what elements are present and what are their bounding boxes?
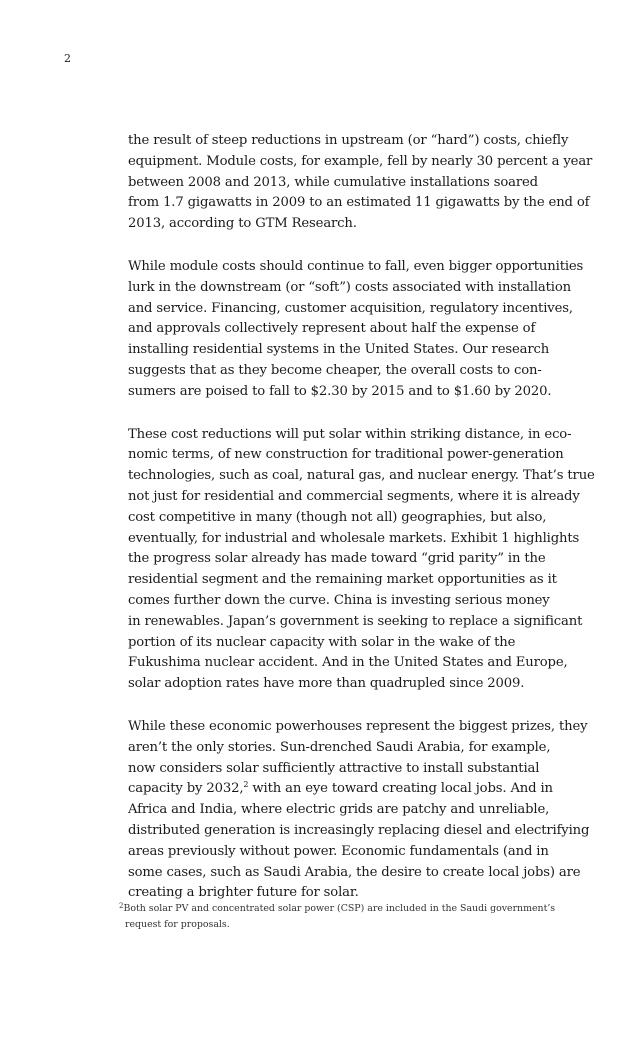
body-text (128, 131, 595, 926)
text-line-with-footnote (128, 779, 573, 800)
text-line: While these economic powerhouses represent the biggest prizes, they (128, 718, 588, 734)
text-line: solar adoption rates have more than quadrupled since 2009. (128, 676, 525, 692)
text-line: the result of steep reductions in upstream (or “hard”) costs, chiefly (128, 133, 569, 148)
text-line: from 1.7 gigawatts in 2009 to an estimated 11 gigawatts by the end of (128, 195, 590, 211)
text-segment: with an eye toward creating local jobs. And in (248, 781, 553, 797)
paragraph-2 (128, 257, 584, 403)
text-line: areas previously without power. Economic fundamentals (and in (128, 843, 549, 859)
text-line: comes further down the curve. China is investing serious money (128, 592, 550, 608)
text-line: creating a brighter future for solar. (128, 885, 359, 901)
text-line: equipment. Module costs, for example, fell by nearly 30 percent a year (128, 153, 593, 169)
footnote-reference: 2 (243, 780, 249, 790)
paragraph-3 (128, 425, 595, 695)
text-line: now considers solar sufficiently attractive to install substantial (128, 760, 540, 776)
text-line: some cases, such as Saudi Arabia, the desire to create local jobs) are (128, 864, 581, 880)
paragraph-1 (128, 131, 593, 235)
text-line: between 2008 and 2013, while cumulative installations soared (128, 174, 538, 190)
text-line: eventually, for industrial and wholesale markets. Exhibit 1 highlights (128, 530, 580, 546)
text-line: cost competitive in many (though not all) geographies, but also, (128, 509, 547, 525)
text-line: installing residential systems in the United States. Our research (128, 342, 550, 358)
text-line: aren’t the only stories. Sun-drenched Saudi Arabia, for example, (128, 739, 551, 755)
text-line: not just for residential and commercial segments, where it is already (128, 488, 580, 504)
text-line: Africa and India, where electric grids are patchy and unreliable, (128, 802, 550, 818)
text-line: the progress solar already has made toward “grid parity” in the (128, 551, 546, 567)
text-line: residential segment and the remaining market opportunities as it (128, 572, 557, 588)
text-line: nomic terms, of new construction for traditional power-generation (128, 447, 564, 463)
page-number: 2 (64, 52, 71, 65)
text-line: suggests that as they become cheaper, the overall costs to con- (128, 362, 542, 378)
text-line: and service. Financing, customer acquisition, regulatory incentives, (128, 300, 573, 316)
text-line: in renewables. Japan’s government is seeking to replace a significant (128, 613, 583, 629)
text-line: These cost reductions will put solar within striking distance, in eco- (128, 426, 572, 442)
footnote-line (119, 901, 579, 917)
text-line: lurk in the downstream (or “soft”) costs associated with installation (128, 279, 571, 295)
text-line: technologies, such as coal, natural gas, and nuclear energy. That’s true (128, 468, 595, 484)
text-segment: capacity by 2032, (128, 781, 244, 797)
text-line: distributed generation is increasingly replacing diesel and electrifying (128, 822, 590, 838)
paragraph-4 (128, 717, 590, 904)
text-line: sumers are poised to fall to $2.30 by 2015 and to $1.60 by 2020. (128, 383, 552, 399)
text-line: portion of its nuclear capacity with solar in the wake of the (128, 634, 516, 650)
text-line: Fukushima nuclear accident. And in the United States and Europe, (128, 655, 568, 671)
footnote-line: request for proposals. (125, 919, 230, 930)
footnote-text: Both solar PV and concentrated solar power (CSP) are included in the Saudi government’s (123, 903, 556, 914)
footnote (119, 901, 579, 933)
text-line: 2013, according to GTM Research. (128, 216, 357, 232)
footnote-mark: 2 (119, 902, 124, 910)
text-line: While module costs should continue to fall, even bigger opportunities (128, 258, 584, 274)
text-line: and approvals collectively represent about half the expense of (128, 321, 536, 337)
